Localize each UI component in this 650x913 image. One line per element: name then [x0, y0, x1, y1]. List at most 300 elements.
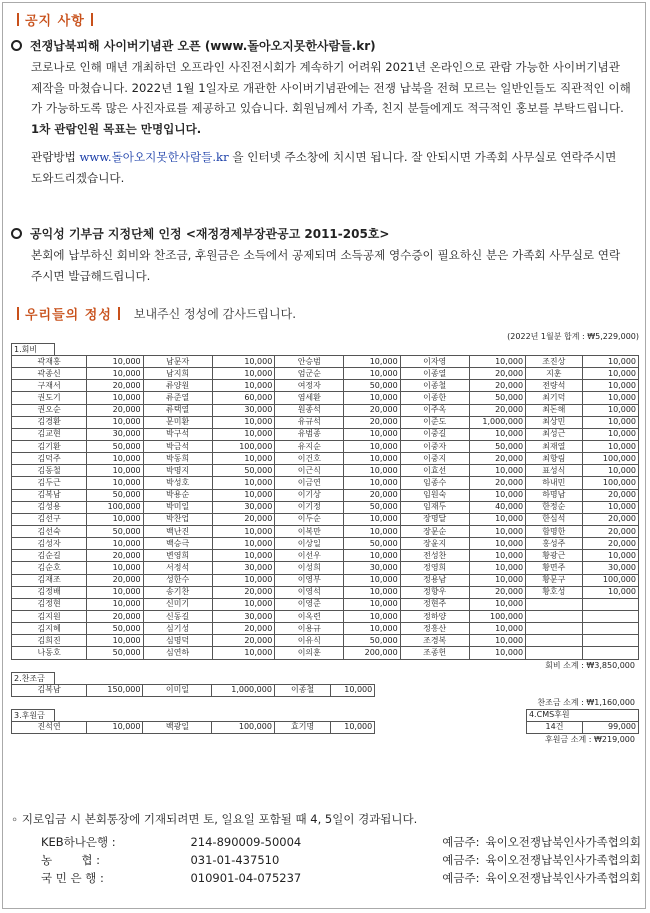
donor-name: 성한수 — [143, 574, 212, 586]
donations-title: 우리들의 정성 — [25, 307, 112, 323]
table-row — [12, 598, 639, 610]
donor-name: 박찬업 — [143, 513, 212, 525]
donor-amount — [582, 610, 638, 622]
donor-amount: 10,000 — [582, 550, 638, 562]
donor-amount: 10,000 — [582, 586, 638, 598]
donor-amount: 20,000 — [212, 635, 275, 647]
donor-name — [526, 623, 582, 635]
notice-item-1-title: 전쟁납북피해 사이버기념관 오픈 (www.돌아오지못한사람들.kr) — [11, 37, 643, 54]
donor-name: 김지혜 — [12, 623, 87, 635]
donor-name: 유지순 — [275, 440, 344, 452]
notice-item-1-howto: 관람방법 www.돌아오지못한사람들.kr 을 인터넷 주소창에 치시면 됩니다. 잘 안되시면 가족회 사무실로 연락주시면 도와드리겠습니다. — [31, 150, 617, 185]
donor-amount: 20,000 — [87, 610, 143, 622]
notice-item-1-body: 코로나로 인해 매년 개최하던 오프라인 사진전시회가 계속하기 어려워 2021년 온라인으로 관람 가능한 사이버기념관 제작을 마쳤습니다. 2022년 1월 1일자로 개관한 사이버기념관에는 전쟁 납북을 전혀 모르는 일반인들도 직관적인 이해가 가능하도록 많은 사진자료를 제공하고 있습니다. 회원님께서 가족, 친지 분들에게도 적극적인 홍보를 부탁드립니다. 1차 관람인원 목표는 만명입니다. — [31, 60, 631, 136]
donor-name: 최향림 — [526, 453, 582, 465]
donor-name: 장문순 — [400, 525, 469, 537]
donor-name: 김교현 — [12, 428, 87, 440]
donor-name: 이영준 — [275, 598, 344, 610]
donor-name: 이용규 — [275, 623, 344, 635]
donor-amount: 10,000 — [344, 440, 400, 452]
donor-amount: 10,000 — [469, 489, 525, 501]
donor-amount: 10,000 — [87, 635, 143, 647]
table-row — [12, 574, 639, 586]
donor-amount: 100,000 — [582, 453, 638, 465]
table-row — [12, 501, 639, 513]
donor-name: 조진상 — [526, 356, 582, 368]
donor-name: 표성식 — [526, 465, 582, 477]
donor-amount: 10,000 — [212, 477, 275, 489]
donor-name: 최상민 — [526, 416, 582, 428]
donor-name: 이금연 — [275, 477, 344, 489]
donor-name: 임원숙 — [400, 489, 469, 501]
donor-amount: 20,000 — [469, 477, 525, 489]
donor-name — [526, 598, 582, 610]
donor-name: 이미일 — [143, 684, 212, 696]
membership-label: 1.회비 — [11, 343, 55, 355]
donor-amount: 10,000 — [344, 428, 400, 440]
donor-amount: 30,000 — [344, 562, 400, 574]
donor-amount: 30,000 — [582, 562, 638, 574]
donor-amount: 50,000 — [469, 392, 525, 404]
visitor-goal: 1차 관람인원 목표는 만명입니다. — [31, 121, 202, 136]
donor-name: 임종수 — [400, 477, 469, 489]
holder-label: 예금주: — [442, 871, 480, 885]
cms-count: 14건 — [526, 721, 582, 733]
donor-name: 이자영 — [400, 356, 469, 368]
account-holder: 육이오전쟁납북인사가족협의회 — [485, 871, 641, 885]
donor-name: 김순길 — [12, 550, 87, 562]
donor-name: 조경복 — [400, 635, 469, 647]
donor-name: 전성찬 — [400, 550, 469, 562]
bank-account: 010901-04-075237 — [190, 871, 302, 885]
donor-name: 신동길 — [143, 610, 212, 622]
donor-amount: 20,000 — [344, 404, 400, 416]
giro-note: ∘ 지로입금 시 본회통장에 기재되려면 토, 일요일 포함될 때 4, 5일이 경과됩니다. — [11, 812, 418, 826]
table-row — [12, 635, 639, 647]
donor-name: 이기상 — [275, 489, 344, 501]
donor-name: 이옥련 — [275, 610, 344, 622]
donor-amount: 10,000 — [212, 428, 275, 440]
donor-name: 하내민 — [526, 477, 582, 489]
donor-amount: 10,000 — [582, 416, 638, 428]
notice-item-2 — [3, 225, 643, 286]
donor-amount: 100,000 — [212, 440, 275, 452]
donor-amount: 10,000 — [469, 525, 525, 537]
donor-name: 박용순 — [143, 489, 212, 501]
donor-name: 박동희 — [143, 453, 212, 465]
donor-name: 원종석 — [275, 404, 344, 416]
donor-amount: 100,000 — [87, 501, 143, 513]
donor-name: 김경환 — [12, 416, 87, 428]
donor-name: 류택열 — [143, 404, 212, 416]
donor-amount: 10,000 — [469, 428, 525, 440]
table-row — [12, 513, 639, 525]
donor-name: 이종열 — [400, 368, 469, 380]
table-row — [12, 428, 639, 440]
support-label: 3.후원금 — [11, 709, 55, 721]
table-row — [12, 392, 639, 404]
monthly-total: (2022년 1월분 합계 : ₩5,229,000) — [507, 332, 639, 341]
table-row — [12, 525, 639, 537]
donor-amount: 30,000 — [212, 501, 275, 513]
donor-amount: 200,000 — [344, 647, 400, 659]
donor-amount: 20,000 — [582, 513, 638, 525]
donor-name: 신미기 — [143, 598, 212, 610]
donor-amount: 30,000 — [212, 404, 275, 416]
bank-name: 국 민 은 행 : — [41, 871, 104, 885]
sponsorship-label: 2.찬조금 — [11, 672, 55, 684]
donor-amount: 10,000 — [87, 477, 143, 489]
donor-amount: 10,000 — [87, 392, 143, 404]
donor-amount — [582, 598, 638, 610]
cms-amount: 99,000 — [582, 721, 638, 733]
donor-amount: 10,000 — [87, 356, 143, 368]
donor-name: 이영부 — [275, 574, 344, 586]
donor-amount: 20,000 — [212, 586, 275, 598]
donations-subtitle: 보내주신 정성에 감사드립니다. — [133, 306, 297, 321]
donor-amount — [582, 647, 638, 659]
donor-amount: 10,000 — [212, 647, 275, 659]
bank-list — [11, 833, 641, 887]
donor-amount: 10,000 — [87, 562, 143, 574]
donor-name: 함명한 — [526, 525, 582, 537]
donor-amount: 10,000 — [344, 574, 400, 586]
donor-name: 백승극 — [143, 538, 212, 550]
donor-name: 황광근 — [526, 550, 582, 562]
donor-name: 장윤지 — [400, 538, 469, 550]
donor-amount: 10,000 — [212, 356, 275, 368]
bank-name: KEB하나은행 : — [41, 835, 116, 849]
donor-amount: 10,000 — [212, 574, 275, 586]
donor-name: 엄군순 — [275, 368, 344, 380]
notice-item-1 — [3, 37, 643, 188]
donor-name: 남문자 — [143, 356, 212, 368]
table-row — [12, 647, 639, 659]
donor-amount — [582, 623, 638, 635]
donor-name: 이종한 — [400, 392, 469, 404]
donor-name: 류양원 — [143, 380, 212, 392]
donor-name: 전량석 — [526, 380, 582, 392]
support-subtotal: 후원금 소계 : ₩219,000 — [545, 734, 635, 744]
donor-name: 안승범 — [275, 356, 344, 368]
donor-amount: 10,000 — [344, 477, 400, 489]
donor-amount — [582, 635, 638, 647]
donor-amount: 10,000 — [582, 440, 638, 452]
table-row — [12, 465, 639, 477]
donor-amount: 60,000 — [212, 392, 275, 404]
donor-amount: 10,000 — [469, 598, 525, 610]
donor-name: 유규석 — [275, 416, 344, 428]
table-row — [12, 453, 639, 465]
donor-amount: 10,000 — [469, 465, 525, 477]
donor-amount: 10,000 — [582, 465, 638, 477]
table-row — [12, 477, 639, 489]
donor-name: 심명덕 — [143, 635, 212, 647]
donor-amount: 10,000 — [87, 721, 143, 733]
donor-name: 최재열 — [526, 440, 582, 452]
donor-name: 정용남 — [400, 574, 469, 586]
donor-amount: 10,000 — [469, 513, 525, 525]
donor-amount: 10,000 — [469, 356, 525, 368]
table-row — [12, 538, 639, 550]
donor-name: 김덕주 — [12, 453, 87, 465]
donor-name: 김동철 — [12, 465, 87, 477]
donor-name: 정영희 — [400, 562, 469, 574]
donor-amount: 10,000 — [469, 647, 525, 659]
donor-amount: 20,000 — [344, 416, 400, 428]
donor-name: 한정순 — [526, 501, 582, 513]
table-row — [12, 684, 375, 696]
donor-name: 이성희 — [275, 562, 344, 574]
donor-name: 백난진 — [143, 525, 212, 537]
donor-amount: 10,000 — [582, 392, 638, 404]
donor-amount: 20,000 — [582, 538, 638, 550]
donor-amount: 10,000 — [87, 465, 143, 477]
donor-name: 이종철 — [400, 380, 469, 392]
donations-header — [11, 302, 296, 324]
donor-name: 김성자 — [12, 538, 87, 550]
donor-name: 문미환 — [143, 416, 212, 428]
donor-amount: 20,000 — [87, 550, 143, 562]
donor-amount: 20,000 — [87, 380, 143, 392]
table-row — [12, 550, 639, 562]
donor-amount: 10,000 — [344, 465, 400, 477]
donor-amount: 1,000,000 — [469, 416, 525, 428]
donor-amount: 10,000 — [344, 513, 400, 525]
account-holder: 육이오전쟁납북인사가족협의회 — [485, 835, 641, 849]
donor-amount: 10,000 — [344, 610, 400, 622]
donor-amount: 10,000 — [469, 562, 525, 574]
bank-row — [11, 869, 641, 887]
donor-name: 나동호 — [12, 647, 87, 659]
donor-name: 백광일 — [143, 721, 212, 733]
donor-amount: 10,000 — [212, 550, 275, 562]
bar-marker — [91, 13, 93, 26]
donor-amount: 20,000 — [582, 489, 638, 501]
holder-label: 예금주: — [442, 853, 480, 867]
bank-account: 214-890009-50004 — [190, 835, 302, 849]
holder-label: 예금주: — [442, 835, 480, 849]
donor-name: 이준도 — [400, 416, 469, 428]
table-row — [12, 610, 639, 622]
donor-amount: 10,000 — [212, 368, 275, 380]
donor-amount: 30,000 — [212, 562, 275, 574]
donor-amount: 30,000 — [87, 428, 143, 440]
donor-name: 유범종 — [275, 428, 344, 440]
donor-name: 이유식 — [275, 635, 344, 647]
donor-amount: 10,000 — [87, 598, 143, 610]
donor-name: 정현주 — [400, 598, 469, 610]
donor-amount: 10,000 — [344, 586, 400, 598]
donor-amount: 10,000 — [469, 550, 525, 562]
donor-amount: 50,000 — [87, 647, 143, 659]
donor-amount: 10,000 — [87, 416, 143, 428]
donor-amount: 20,000 — [212, 623, 275, 635]
bar-marker — [118, 307, 120, 320]
donor-amount: 10,000 — [212, 538, 275, 550]
donor-amount: 100,000 — [582, 477, 638, 489]
donor-name: 최성근 — [526, 428, 582, 440]
donor-name: 권오순 — [12, 404, 87, 416]
donor-amount: 50,000 — [344, 538, 400, 550]
donor-amount: 10,000 — [212, 598, 275, 610]
donor-name: 염세환 — [275, 392, 344, 404]
donor-name: 김정현 — [12, 598, 87, 610]
table-row — [12, 562, 639, 574]
donor-name: 여정자 — [275, 380, 344, 392]
donor-amount: 20,000 — [344, 489, 400, 501]
donor-name: 이영석 — [275, 586, 344, 598]
donor-name: 김희진 — [12, 635, 87, 647]
donor-name: 이건호 — [275, 453, 344, 465]
notice-header — [11, 8, 99, 30]
donor-amount: 10,000 — [344, 598, 400, 610]
donor-amount: 20,000 — [469, 453, 525, 465]
bank-row — [11, 833, 641, 851]
donor-name: 김선구 — [12, 513, 87, 525]
bullet-ring-icon — [11, 228, 22, 239]
bank-row — [11, 851, 641, 869]
donor-name: 황호성 — [526, 586, 582, 598]
donor-amount: 100,000 — [212, 721, 274, 733]
notice-item-2-title: 공익성 기부금 지정단체 인정 <재정경제부장관공고 2011-205호> — [11, 225, 643, 242]
donor-amount: 10,000 — [87, 368, 143, 380]
donor-name: 심연하 — [143, 647, 212, 659]
donor-amount: 10,000 — [212, 453, 275, 465]
donor-amount: 50,000 — [469, 440, 525, 452]
donor-name: 정하양 — [400, 610, 469, 622]
note-bullet-icon: ∘ — [11, 812, 19, 826]
donor-name: 김성용 — [12, 501, 87, 513]
donor-amount: 30,000 — [212, 610, 275, 622]
bar-marker — [17, 307, 19, 320]
table-row — [12, 404, 639, 416]
membership-subtotal: 회비 소계 : ₩3,850,000 — [545, 660, 635, 670]
donor-name: 변영희 — [143, 550, 212, 562]
account-holder: 육이오전쟁납북인사가족협의회 — [485, 853, 641, 867]
donor-name: 박구석 — [143, 428, 212, 440]
donor-amount: 50,000 — [212, 465, 275, 477]
donor-amount: 10,000 — [469, 623, 525, 635]
donor-name: 김지원 — [12, 610, 87, 622]
donor-amount: 10,000 — [87, 513, 143, 525]
donor-amount: 50,000 — [87, 489, 143, 501]
donor-name: 황면주 — [526, 562, 582, 574]
support-row — [11, 709, 639, 734]
donor-amount: 50,000 — [344, 380, 400, 392]
donor-name: 정향우 — [400, 586, 469, 598]
donor-amount: 10,000 — [331, 684, 375, 696]
donor-amount: 100,000 — [469, 610, 525, 622]
donor-name — [526, 610, 582, 622]
donor-name: 서정석 — [143, 562, 212, 574]
donation-tables — [11, 331, 639, 746]
donor-name: 곽재홍 — [12, 356, 87, 368]
donor-amount: 50,000 — [87, 623, 143, 635]
donor-amount: 10,000 — [344, 550, 400, 562]
table-row — [12, 623, 639, 635]
donor-name: 김복남 — [12, 489, 87, 501]
donor-name: 박명지 — [143, 465, 212, 477]
donor-amount: 10,000 — [582, 380, 638, 392]
notice-item-2-body: 본회에 납부하신 회비와 찬조금, 후원금은 소득에서 공제되며 소득공제 영수증이 필요하신 분은 가족회 사무실로 연락주시면 발급해드립니다. — [31, 248, 621, 283]
donor-name: 이의훈 — [275, 647, 344, 659]
donor-amount: 10,000 — [87, 586, 143, 598]
donor-name: 김복남 — [12, 684, 87, 696]
donor-name: 이두순 — [275, 513, 344, 525]
donor-name: 김선숙 — [12, 525, 87, 537]
cyber-museum-link[interactable]: www.돌아오지못한사람들.kr — [79, 150, 229, 164]
donor-name: 박금석 — [143, 440, 212, 452]
table-row — [12, 721, 375, 733]
donor-name: 김재조 — [12, 574, 87, 586]
donor-name: 김기환 — [12, 440, 87, 452]
donor-amount: 10,000 — [212, 489, 275, 501]
donor-name: 이상일 — [275, 538, 344, 550]
donor-amount: 10,000 — [212, 416, 275, 428]
notice-title: 공지 사항 — [25, 13, 85, 29]
donor-name: 하명남 — [526, 489, 582, 501]
table-row — [12, 586, 639, 598]
donor-name: 구재서 — [12, 380, 87, 392]
table-row — [12, 380, 639, 392]
bullet-ring-icon — [11, 40, 22, 51]
donor-name: 한심석 — [526, 513, 582, 525]
donor-amount: 10,000 — [87, 538, 143, 550]
donor-name: 곽종신 — [12, 368, 87, 380]
table-row — [12, 416, 639, 428]
donor-amount: 10,000 — [469, 635, 525, 647]
membership-table — [11, 355, 639, 660]
cms-label: 4.CMS후원 — [526, 709, 638, 721]
donor-amount: 10,000 — [87, 453, 143, 465]
donor-name: 정흥산 — [400, 623, 469, 635]
donor-name: 이중자 — [400, 440, 469, 452]
bank-account: 031-01-437510 — [190, 853, 280, 867]
donor-amount: 40,000 — [469, 501, 525, 513]
table-row — [12, 489, 639, 501]
donor-amount: 10,000 — [582, 404, 638, 416]
donor-amount: 20,000 — [212, 513, 275, 525]
bank-name: 농 협 : — [41, 853, 100, 867]
donor-name: 이중길 — [400, 428, 469, 440]
support-table — [11, 721, 375, 734]
donor-name: 김순호 — [12, 562, 87, 574]
donor-amount: 50,000 — [87, 525, 143, 537]
donor-amount: 50,000 — [87, 440, 143, 452]
donor-name: 권도기 — [12, 392, 87, 404]
donor-name: 김두근 — [12, 477, 87, 489]
donor-name: 박미일 — [143, 501, 212, 513]
donor-amount: 50,000 — [344, 501, 400, 513]
donor-name — [526, 647, 582, 659]
donor-name: 진석연 — [12, 721, 87, 733]
donor-name: 지훈 — [526, 368, 582, 380]
donor-name: 이주옥 — [400, 404, 469, 416]
donor-amount: 100,000 — [582, 574, 638, 586]
donor-amount: 10,000 — [582, 368, 638, 380]
donor-name: 김정배 — [12, 586, 87, 598]
donor-amount: 10,000 — [331, 721, 375, 733]
sponsorship-subtotal: 찬조금 소계 : ₩1,160,000 — [537, 697, 635, 707]
donor-name: 최기덕 — [526, 392, 582, 404]
donor-amount: 10,000 — [582, 428, 638, 440]
donor-name: 장명달 — [400, 513, 469, 525]
donor-amount: 20,000 — [469, 586, 525, 598]
donor-amount: 10,000 — [344, 453, 400, 465]
donor-amount: 10,000 — [212, 525, 275, 537]
donor-name: 이효선 — [400, 465, 469, 477]
